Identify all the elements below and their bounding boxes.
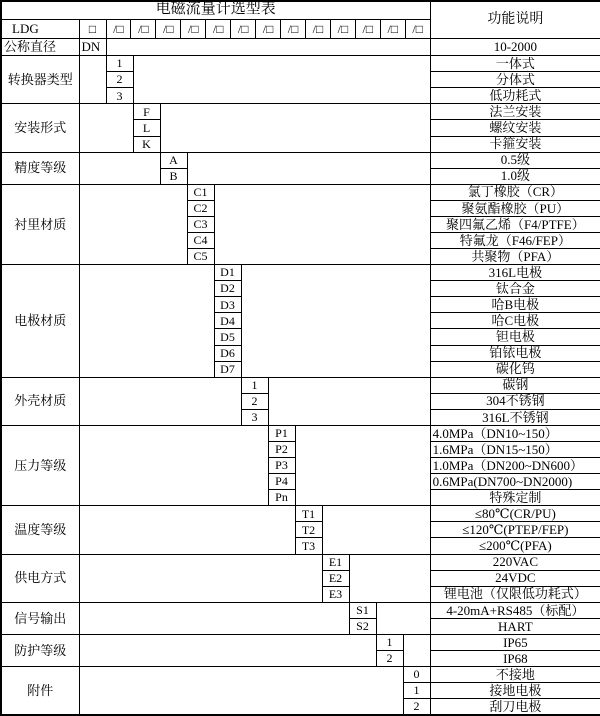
dn-code: DN: [79, 38, 106, 55]
grid-filler-left: [79, 184, 187, 264]
option-code: Pn: [268, 490, 295, 506]
category-label: 防护等级: [1, 634, 79, 666]
option-code: 2: [106, 72, 133, 88]
grid-filler-left: [79, 265, 214, 378]
option-desc: 1.0MPa（DN200~DN600）: [430, 458, 600, 474]
option-code: D3: [214, 297, 241, 313]
grid-filler-left: [79, 602, 349, 634]
option-code: T3: [295, 538, 322, 554]
grid-filler: [106, 38, 430, 55]
model-code-slash-box: /□: [355, 20, 380, 38]
option-desc: 分体式: [430, 72, 600, 88]
category-label: 转换器类型: [1, 56, 79, 104]
model-code-slash-box: /□: [380, 20, 405, 38]
model-code-slash-box: /□: [305, 20, 330, 38]
option-desc: 哈B电极: [430, 297, 600, 313]
grid-filler-right: [160, 104, 430, 152]
option-desc: 碳钢: [430, 377, 600, 393]
model-code-slash-box: /□: [205, 20, 230, 38]
option-desc: 钛合金: [430, 281, 600, 297]
grid-filler-right: [268, 377, 430, 425]
option-code: 3: [241, 409, 268, 425]
category-label: 压力等级: [1, 425, 79, 505]
grid-filler-left: [79, 554, 322, 602]
option-desc: 氯丁橡胶（CR）: [430, 184, 600, 200]
category-label: 安装形式: [1, 104, 79, 152]
option-code: T1: [295, 506, 322, 522]
model-code-box: □: [79, 19, 106, 38]
model-code-slash-box: /□: [405, 20, 430, 38]
option-code: E2: [322, 570, 349, 586]
option-code: C4: [187, 232, 214, 248]
model-code-boxes-row: [107, 20, 430, 38]
function-description-header: 功能说明: [430, 1, 600, 38]
option-code: C3: [187, 216, 214, 232]
grid-filler-left: [79, 377, 241, 425]
option-desc: 特氟龙（F46/FEP）: [430, 232, 600, 248]
option-desc: 不接地: [430, 667, 600, 683]
option-code: 1: [241, 377, 268, 393]
category-label: 精度等级: [1, 152, 79, 184]
grid-filler-left: [79, 667, 403, 715]
option-code: P2: [268, 442, 295, 458]
option-desc: 共聚物（PFA）: [430, 249, 600, 265]
option-desc: 4.0MPa（DN10~150）: [430, 425, 600, 441]
option-desc: 特殊定制: [430, 490, 600, 506]
option-code: D7: [214, 361, 241, 377]
option-desc: 铂铱电极: [430, 345, 600, 361]
grid-filler-left: [79, 634, 376, 666]
option-desc: IP68: [430, 651, 600, 667]
option-code: L: [133, 120, 160, 136]
option-code: 3: [106, 88, 133, 104]
option-desc: 聚氨酯橡胶（PU）: [430, 200, 600, 216]
option-code: F: [133, 104, 160, 120]
option-code: P3: [268, 458, 295, 474]
option-code: P4: [268, 474, 295, 490]
option-desc: 卡箍安装: [430, 136, 600, 152]
category-label: 衬里材质: [1, 184, 79, 264]
option-code: K: [133, 136, 160, 152]
grid-filler-left: [79, 104, 133, 152]
option-code: E1: [322, 554, 349, 570]
category-label: 电极材质: [1, 265, 79, 378]
model-code-slash-box: /□: [230, 20, 255, 38]
dn-range: 10-2000: [430, 38, 600, 55]
option-desc: 螺纹安装: [430, 120, 600, 136]
option-code: D6: [214, 345, 241, 361]
grid-filler-right: [403, 634, 430, 666]
option-desc: HART: [430, 618, 600, 634]
grid-filler-right: [322, 506, 430, 554]
grid-filler-right: [214, 184, 430, 264]
option-desc: ≤200℃(PFA): [430, 538, 600, 554]
option-code: D2: [214, 281, 241, 297]
option-desc: 哈C电极: [430, 313, 600, 329]
option-desc: 316L电极: [430, 265, 600, 281]
option-code: 2: [376, 651, 403, 667]
grid-filler-left: [79, 506, 295, 554]
model-code-slash-box: /□: [255, 20, 280, 38]
option-desc: 法兰安装: [430, 104, 600, 120]
option-desc: 一体式: [430, 56, 600, 72]
option-code: 0: [403, 667, 430, 683]
grid-filler-right: [295, 425, 430, 505]
option-desc: 0.5级: [430, 152, 600, 168]
grid-filler-left: [79, 56, 106, 104]
option-code: 1: [106, 56, 133, 72]
option-desc: 刮刀电极: [430, 699, 600, 715]
option-desc: 4-20mA+RS485（标配）: [430, 602, 600, 618]
option-desc: 钽电极: [430, 329, 600, 345]
nominal-diameter-label: 公称直径: [1, 38, 79, 55]
option-desc: 220VAC: [430, 554, 600, 570]
category-label: 外壳材质: [1, 377, 79, 425]
category-label: 温度等级: [1, 506, 79, 554]
grid-filler-right: [349, 554, 430, 602]
model-code-slash-box: /□: [180, 20, 205, 38]
option-desc: 0.6MPa(DN700~DN2000): [430, 474, 600, 490]
option-code: C1: [187, 184, 214, 200]
option-desc: 聚四氟乙烯（F4/PTFE）: [430, 216, 600, 232]
option-code: D4: [214, 313, 241, 329]
option-code: T2: [295, 522, 322, 538]
option-code: C2: [187, 200, 214, 216]
option-code: D5: [214, 329, 241, 345]
option-code: B: [160, 168, 187, 184]
table-title: 电磁流量计选型表: [1, 1, 430, 19]
option-code: P1: [268, 425, 295, 441]
model-code-prefix: LDG: [1, 19, 79, 38]
option-code: C5: [187, 249, 214, 265]
grid-filler-left: [79, 425, 268, 505]
model-code-slash-box: /□: [113, 21, 124, 36]
option-desc: 316L不锈钢: [430, 409, 600, 425]
option-desc: 碳化钨: [430, 361, 600, 377]
category-label: 附件: [1, 667, 79, 715]
option-code: 1: [376, 634, 403, 650]
option-desc: 24VDC: [430, 570, 600, 586]
option-code: E3: [322, 586, 349, 602]
model-code-slash-box: /□: [330, 20, 355, 38]
option-desc: 304不锈钢: [430, 393, 600, 409]
model-code-slash-box: /□: [130, 20, 155, 38]
option-code: S2: [349, 618, 376, 634]
grid-filler-right: [376, 602, 430, 634]
option-code: 2: [241, 393, 268, 409]
option-desc: ≤120℃(PTEP/FEP): [430, 522, 600, 538]
grid-filler-left: [79, 152, 160, 184]
option-desc: ≤80℃(CR/PU): [430, 506, 600, 522]
grid-filler-right: [133, 56, 430, 104]
option-desc: 接地电极: [430, 683, 600, 699]
grid-filler-right: [187, 152, 430, 184]
category-label: 信号输出: [1, 602, 79, 634]
grid-filler-right: [241, 265, 430, 378]
option-code: A: [160, 152, 187, 168]
option-code: 2: [403, 699, 430, 715]
option-code: 1: [403, 683, 430, 699]
option-desc: 1.0级: [430, 168, 600, 184]
option-desc: 低功耗式: [430, 88, 600, 104]
option-code: D1: [214, 265, 241, 281]
model-code-slash-box: /□: [280, 20, 305, 38]
model-code-slash-box: /□: [155, 20, 180, 38]
option-desc: IP65: [430, 634, 600, 650]
option-desc: 锂电池（仅限低功耗式）: [430, 586, 600, 602]
option-desc: 1.6MPa（DN15~150）: [430, 442, 600, 458]
category-label: 供电方式: [1, 554, 79, 602]
option-code: S1: [349, 602, 376, 618]
model-code-boxes: [106, 19, 430, 38]
